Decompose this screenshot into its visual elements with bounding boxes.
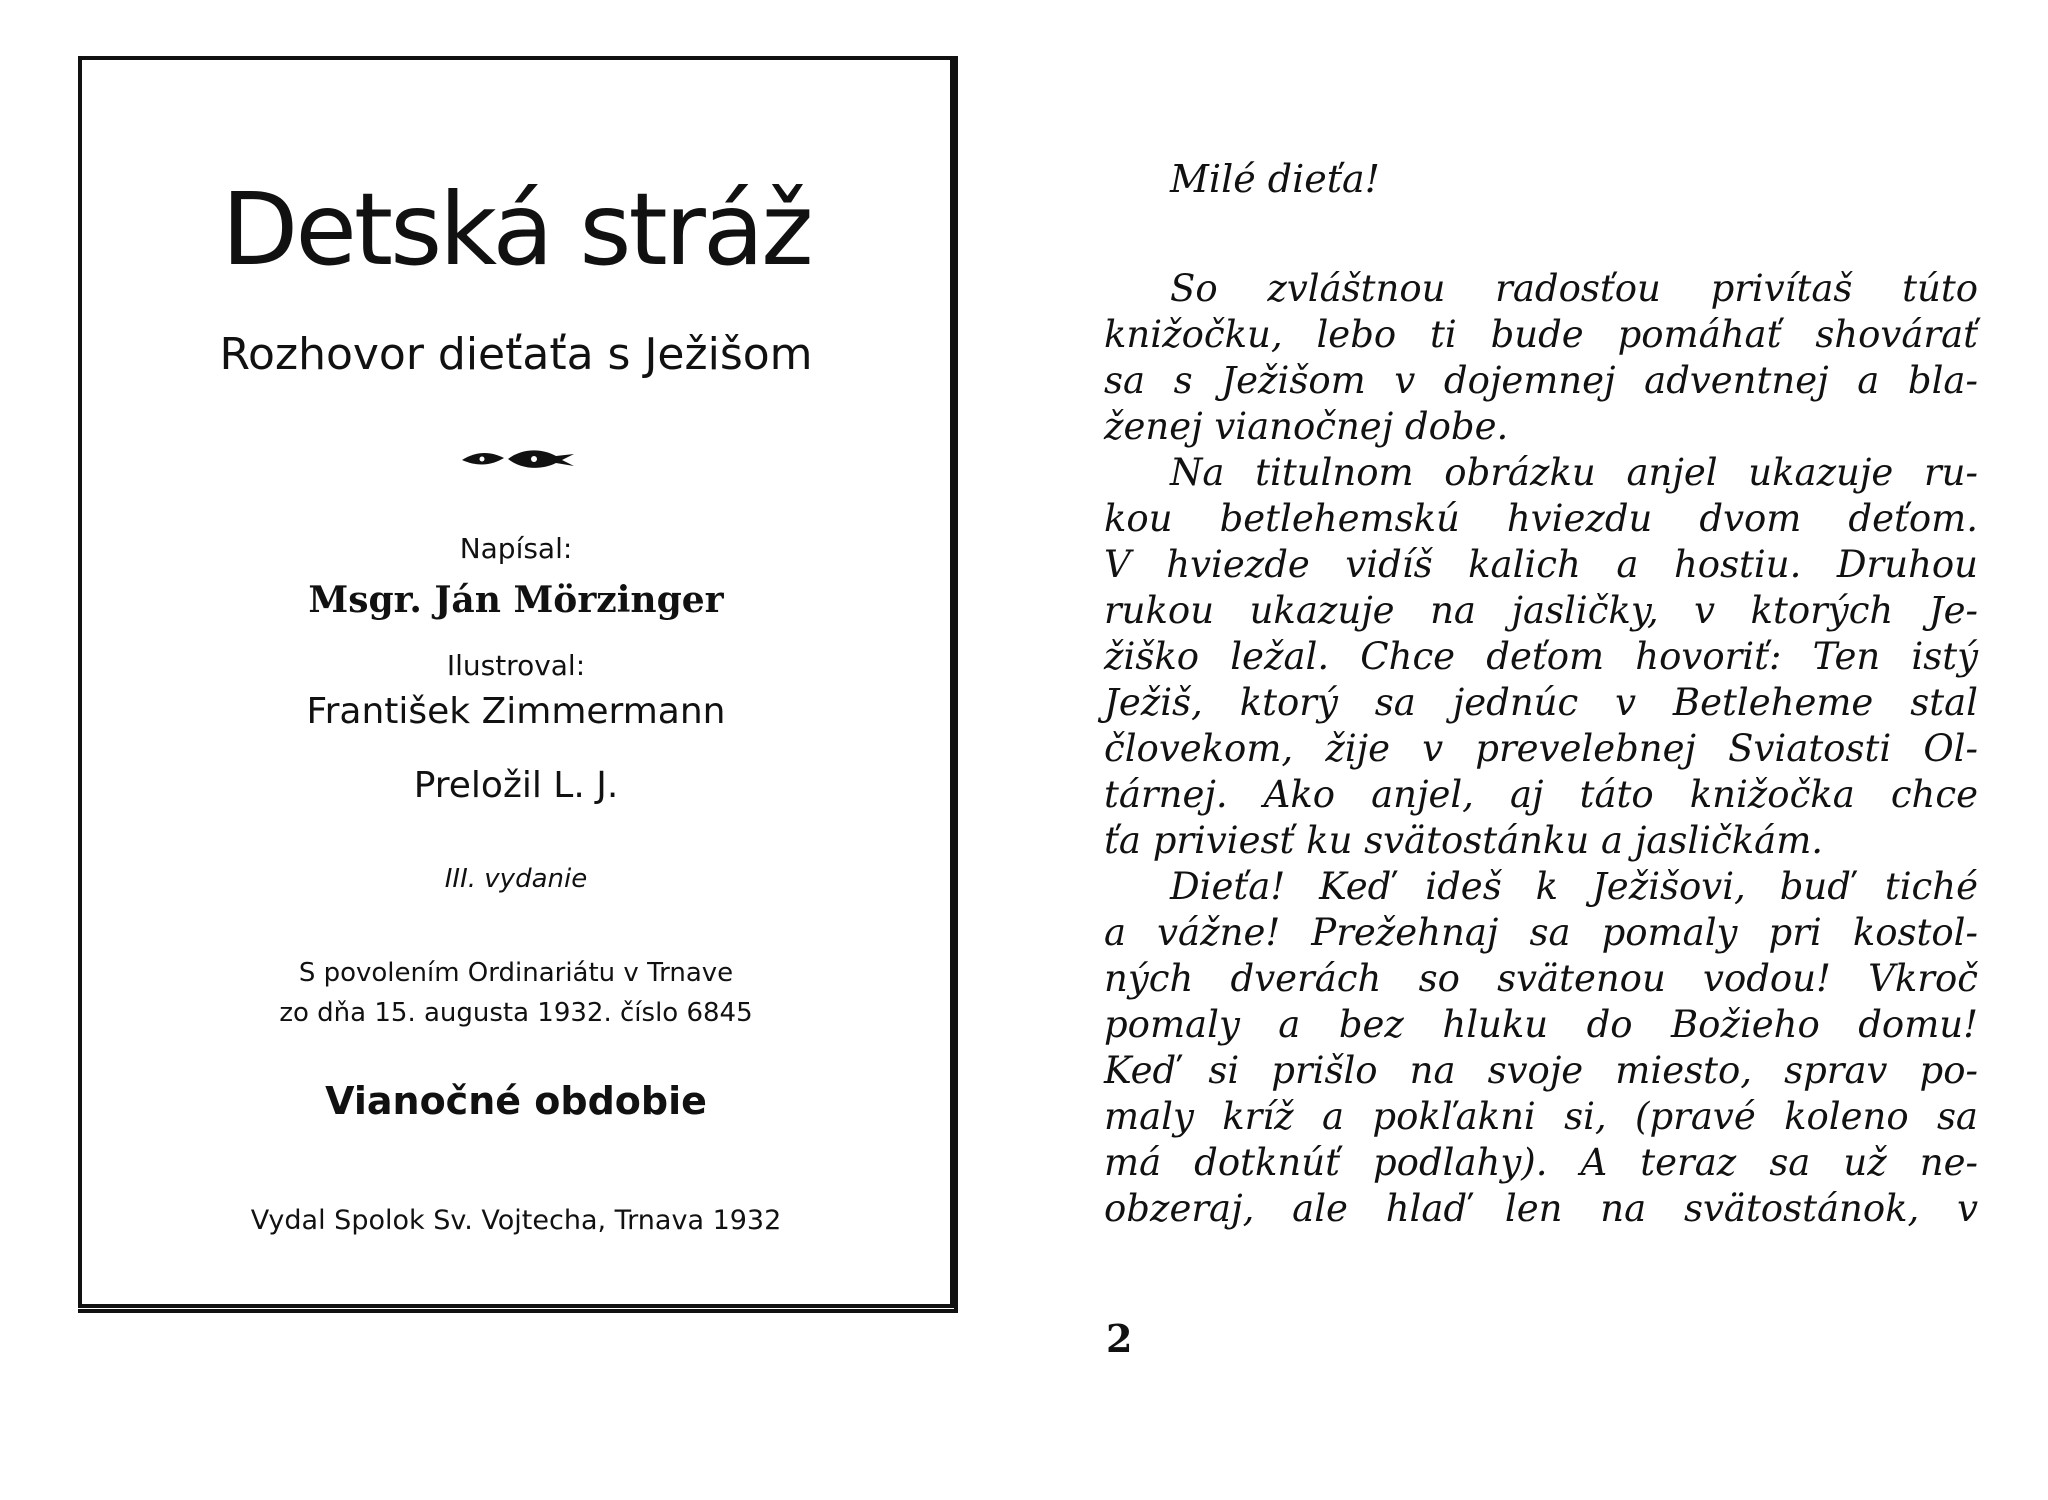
- page-number: 2: [1106, 1316, 1133, 1361]
- permission-line-1: S povolením Ordinariátu v Trnave: [298, 958, 734, 988]
- text-line: maly kríž a pokľakni si, (pravé koleno sa: [1104, 1095, 1978, 1138]
- publisher: Vydal Spolok Sv. Vojtecha, Trnava 1932: [250, 1205, 782, 1236]
- text-line: žiško ležal. Chce deťom hovoriť: Ten istý: [1104, 635, 1978, 678]
- text-line: kou betlehemskú hviezdu dvom deťom.: [1104, 497, 1978, 540]
- book-subtitle: Rozhovor dieťaťa s Ježišom: [219, 329, 813, 380]
- text-line: a vážne! Prežehnaj sa pomaly pri kostol-: [1104, 911, 1978, 954]
- text-line: človekom, žije v prevelebnej Sviatosti Ol-: [1104, 727, 1978, 770]
- illustrator-label: Ilustroval:: [446, 649, 586, 682]
- ornament-icon: [458, 444, 578, 474]
- text-page: [1104, 157, 1978, 1232]
- text-line: rukou ukazuje na jasličky, v ktorých Je-: [1104, 589, 1978, 632]
- text-line: tárnej. Ako anjel, aj táto knižočka chce: [1104, 773, 1978, 816]
- text-line: sa s Ježišom v dojemnej adventnej a bla-: [1104, 359, 1978, 402]
- text-line: obzeraj, ale hlaď len na svätostánok, v: [1104, 1187, 1978, 1230]
- text-line: pomaly a bez hluku do Božieho domu!: [1104, 1003, 1978, 1046]
- season-heading: Vianočné obdobie: [325, 1079, 707, 1123]
- text-line: knižočku, lebo ti bude pomáhať shovárať: [1104, 313, 1978, 356]
- body-text: [1104, 266, 1978, 1232]
- illustrator-name: František Zimmermann: [306, 691, 726, 732]
- title-page: [78, 56, 954, 1308]
- author-name: Msgr. Ján Mörzinger: [308, 579, 724, 621]
- text-line: Ježiš, ktorý sa jednúc v Betleheme stal: [1104, 681, 1978, 724]
- book-title: Detská stráž: [221, 171, 811, 288]
- text-line: ťa priviesť ku svätostánku a jasličkám.: [1104, 819, 1824, 862]
- text-line: Na titulnom obrázku anjel ukazuje ru-: [1170, 451, 1978, 494]
- author-label: Napísal:: [459, 532, 573, 565]
- text-line: So zvláštnou radosťou privítaš túto: [1170, 267, 1978, 310]
- text-line: ných dverách so svätenou vodou! Vkroč: [1104, 957, 1978, 1000]
- greeting: Milé dieťa!: [1170, 157, 1380, 201]
- text-line: má dotknúť podlahy). A teraz sa už ne-: [1104, 1141, 1978, 1184]
- text-line: V hviezde vidíš kalich a hostiu. Druhou: [1104, 543, 1978, 586]
- permission-line-2: zo dňa 15. augusta 1932. číslo 6845: [279, 998, 753, 1028]
- text-line: Keď si prišlo na svoje miesto, sprav po-: [1104, 1049, 1978, 1092]
- edition: III. vydanie: [444, 864, 588, 894]
- text-line: ženej vianočnej dobe.: [1104, 405, 1509, 448]
- translator: Preložil L. J.: [413, 765, 619, 806]
- text-line: Dieťa! Keď ideš k Ježišovi, buď tiché: [1170, 865, 1978, 908]
